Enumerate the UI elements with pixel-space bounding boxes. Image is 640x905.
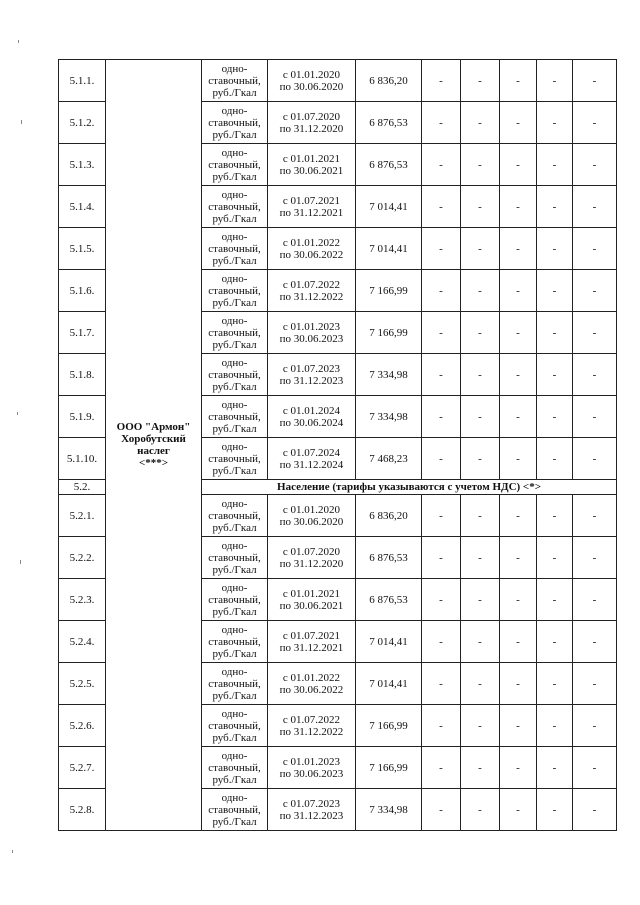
unit-text: ставочный, [208, 551, 261, 564]
tariff-unit [202, 705, 268, 747]
empty-value-dash: - [422, 747, 461, 789]
empty-value-dash: - [461, 228, 500, 270]
tariff-period [268, 747, 356, 789]
empty-value-dash: - [537, 621, 573, 663]
unit-text: руб./Гкал [212, 422, 257, 435]
unit-text: ставочный, [208, 593, 261, 606]
unit-text: ставочный, [208, 452, 261, 465]
empty-value-dash: - [422, 396, 461, 438]
empty-value-dash: - [422, 579, 461, 621]
period-text: по 31.12.2022 [279, 725, 344, 738]
unit-text: одно- [221, 356, 248, 369]
tariff-value: 6 876,53 [356, 537, 422, 579]
unit-text: руб./Гкал [212, 647, 257, 660]
period-text: с 01.01.2023 [282, 320, 341, 333]
section-number: 5.2. [59, 480, 106, 495]
unit-text: руб./Гкал [212, 773, 257, 786]
tariff-period [268, 102, 356, 144]
tariff-period [268, 312, 356, 354]
empty-value-dash: - [500, 270, 537, 312]
empty-value-dash: - [461, 663, 500, 705]
unit-text: одно- [221, 623, 248, 636]
tariff-unit [202, 144, 268, 186]
table-row [59, 60, 617, 102]
empty-value-dash: - [573, 579, 617, 621]
period-text: с 01.07.2023 [282, 797, 341, 810]
unit-text: одно- [221, 707, 248, 720]
empty-value-dash: - [422, 663, 461, 705]
empty-value-dash: - [461, 186, 500, 228]
empty-value-dash: - [461, 144, 500, 186]
tariff-unit [202, 228, 268, 270]
period-text: с 01.07.2020 [282, 110, 341, 123]
tariff-value: 7 166,99 [356, 747, 422, 789]
unit-text: ставочный, [208, 803, 261, 816]
empty-value-dash: - [500, 228, 537, 270]
row-number: 5.1.5. [59, 228, 106, 270]
organization-text: Хоробутский наслег [121, 433, 186, 457]
empty-value-dash: - [573, 705, 617, 747]
empty-value-dash: - [500, 495, 537, 537]
period-text: по 31.12.2024 [279, 458, 344, 471]
row-number: 5.2.5. [59, 663, 106, 705]
empty-value-dash: - [537, 747, 573, 789]
tariff-value: 7 166,99 [356, 312, 422, 354]
empty-value-dash: - [573, 354, 617, 396]
tariff-period [268, 270, 356, 312]
period-text: по 31.12.2023 [279, 809, 344, 822]
empty-value-dash: - [422, 705, 461, 747]
empty-value-dash: - [461, 621, 500, 663]
empty-value-dash: - [573, 396, 617, 438]
empty-value-dash: - [537, 144, 573, 186]
period-text: с 01.07.2020 [282, 545, 341, 558]
empty-value-dash: - [461, 537, 500, 579]
empty-value-dash: - [461, 102, 500, 144]
organization-cell [106, 60, 202, 831]
row-number: 5.1.6. [59, 270, 106, 312]
empty-value-dash: - [573, 270, 617, 312]
unit-text: руб./Гкал [212, 689, 257, 702]
period-text: с 01.01.2021 [282, 587, 341, 600]
empty-value-dash: - [500, 663, 537, 705]
tariff-unit [202, 789, 268, 831]
empty-value-dash: - [573, 747, 617, 789]
period-text: по 31.12.2021 [279, 641, 344, 654]
period-text: с 01.01.2022 [282, 236, 341, 249]
empty-value-dash: - [461, 438, 500, 480]
empty-value-dash: - [500, 621, 537, 663]
empty-value-dash: - [422, 354, 461, 396]
empty-value-dash: - [422, 621, 461, 663]
table-body [59, 60, 617, 831]
empty-value-dash: - [573, 186, 617, 228]
empty-value-dash: - [461, 270, 500, 312]
empty-value-dash: - [500, 438, 537, 480]
empty-value-dash: - [422, 789, 461, 831]
tariff-period [268, 495, 356, 537]
empty-value-dash: - [537, 354, 573, 396]
tariff-period [268, 705, 356, 747]
tariff-unit [202, 270, 268, 312]
empty-value-dash: - [422, 495, 461, 537]
empty-value-dash: - [500, 102, 537, 144]
unit-text: руб./Гкал [212, 521, 257, 534]
row-number: 5.2.8. [59, 789, 106, 831]
unit-text: руб./Гкал [212, 254, 257, 267]
tariff-value: 7 014,41 [356, 663, 422, 705]
row-number: 5.1.2. [59, 102, 106, 144]
period-text: по 31.12.2020 [279, 557, 344, 570]
tariff-value: 7 334,98 [356, 354, 422, 396]
row-number: 5.1.10. [59, 438, 106, 480]
empty-value-dash: - [500, 186, 537, 228]
unit-text: одно- [221, 146, 248, 159]
period-text: с 01.01.2021 [282, 152, 341, 165]
tariff-period [268, 621, 356, 663]
empty-value-dash: - [537, 579, 573, 621]
unit-text: руб./Гкал [212, 380, 257, 393]
empty-value-dash: - [573, 60, 617, 102]
unit-text: одно- [221, 440, 248, 453]
period-text: по 30.06.2023 [279, 767, 344, 780]
row-number: 5.2.3. [59, 579, 106, 621]
period-text: по 30.06.2020 [279, 515, 344, 528]
period-text: по 30.06.2024 [279, 416, 344, 429]
period-text: по 30.06.2022 [279, 683, 344, 696]
tariff-table [58, 59, 617, 831]
tariff-unit [202, 396, 268, 438]
row-number: 5.2.2. [59, 537, 106, 579]
unit-text: одно- [221, 398, 248, 411]
empty-value-dash: - [573, 789, 617, 831]
empty-value-dash: - [422, 186, 461, 228]
unit-text: ставочный, [208, 719, 261, 732]
unit-text: ставочный, [208, 410, 261, 423]
row-number: 5.2.1. [59, 495, 106, 537]
unit-text: ставочный, [208, 509, 261, 522]
tariff-period [268, 663, 356, 705]
unit-text: руб./Гкал [212, 338, 257, 351]
empty-value-dash: - [461, 705, 500, 747]
unit-text: одно- [221, 665, 248, 678]
unit-text: руб./Гкал [212, 212, 257, 225]
row-number: 5.1.4. [59, 186, 106, 228]
tariff-period [268, 144, 356, 186]
empty-value-dash: - [537, 102, 573, 144]
empty-value-dash: - [500, 396, 537, 438]
period-text: с 01.07.2022 [282, 713, 341, 726]
unit-text: одно- [221, 791, 248, 804]
period-text: по 30.06.2021 [279, 599, 344, 612]
empty-value-dash: - [500, 60, 537, 102]
row-number: 5.2.4. [59, 621, 106, 663]
empty-value-dash: - [461, 60, 500, 102]
empty-value-dash: - [461, 579, 500, 621]
unit-text: руб./Гкал [212, 731, 257, 744]
period-text: с 01.07.2021 [282, 194, 341, 207]
unit-text: ставочный, [208, 284, 261, 297]
empty-value-dash: - [537, 663, 573, 705]
organization-text: <***> [138, 457, 169, 469]
unit-text: руб./Гкал [212, 815, 257, 828]
unit-text: ставочный, [208, 635, 261, 648]
empty-value-dash: - [422, 537, 461, 579]
empty-value-dash: - [537, 495, 573, 537]
empty-value-dash: - [537, 789, 573, 831]
section-title: Население (тарифы указываются с учетом НДС) <*> [202, 480, 617, 495]
empty-value-dash: - [573, 495, 617, 537]
tariff-period [268, 537, 356, 579]
unit-text: руб./Гкал [212, 296, 257, 309]
period-text: с 01.01.2024 [282, 404, 341, 417]
unit-text: ставочный, [208, 677, 261, 690]
tariff-unit [202, 495, 268, 537]
row-number: 5.1.7. [59, 312, 106, 354]
unit-text: ставочный, [208, 200, 261, 213]
tariff-period [268, 228, 356, 270]
tariff-unit [202, 747, 268, 789]
empty-value-dash: - [500, 789, 537, 831]
unit-text: одно- [221, 497, 248, 510]
unit-text: одно- [221, 104, 248, 117]
unit-text: руб./Гкал [212, 128, 257, 141]
unit-text: одно- [221, 272, 248, 285]
tariff-period [268, 186, 356, 228]
empty-value-dash: - [422, 102, 461, 144]
row-number: 5.1.1. [59, 60, 106, 102]
period-text: с 01.01.2022 [282, 671, 341, 684]
period-text: с 01.01.2020 [282, 68, 341, 81]
unit-text: ставочный, [208, 242, 261, 255]
empty-value-dash: - [500, 705, 537, 747]
tariff-value: 6 876,53 [356, 102, 422, 144]
empty-value-dash: - [422, 312, 461, 354]
tariff-unit [202, 354, 268, 396]
unit-text: руб./Гкал [212, 563, 257, 576]
empty-value-dash: - [537, 537, 573, 579]
period-text: с 01.07.2023 [282, 362, 341, 375]
empty-value-dash: - [537, 228, 573, 270]
period-text: с 01.07.2021 [282, 629, 341, 642]
unit-text: руб./Гкал [212, 170, 257, 183]
tariff-unit [202, 102, 268, 144]
unit-text: ставочный, [208, 74, 261, 87]
unit-text: ставочный, [208, 158, 261, 171]
tariff-period [268, 438, 356, 480]
tariff-unit [202, 621, 268, 663]
tariff-unit [202, 579, 268, 621]
period-text: по 30.06.2020 [279, 80, 344, 93]
period-text: по 30.06.2023 [279, 332, 344, 345]
unit-text: одно- [221, 230, 248, 243]
tariff-unit [202, 438, 268, 480]
tariff-period [268, 354, 356, 396]
empty-value-dash: - [573, 144, 617, 186]
tariff-period [268, 789, 356, 831]
row-number: 5.2.6. [59, 705, 106, 747]
empty-value-dash: - [537, 312, 573, 354]
tariff-unit [202, 312, 268, 354]
period-text: с 01.07.2022 [282, 278, 341, 291]
empty-value-dash: - [537, 438, 573, 480]
empty-value-dash: - [500, 537, 537, 579]
tariff-value: 6 876,53 [356, 144, 422, 186]
empty-value-dash: - [500, 747, 537, 789]
tariff-value: 7 166,99 [356, 705, 422, 747]
empty-value-dash: - [537, 705, 573, 747]
period-text: с 01.01.2020 [282, 503, 341, 516]
empty-value-dash: - [422, 438, 461, 480]
unit-text: одно- [221, 62, 248, 75]
tariff-value: 7 334,98 [356, 396, 422, 438]
tariff-value: 6 836,20 [356, 495, 422, 537]
empty-value-dash: - [422, 228, 461, 270]
unit-text: одно- [221, 314, 248, 327]
unit-text: руб./Гкал [212, 86, 257, 99]
empty-value-dash: - [537, 270, 573, 312]
empty-value-dash: - [573, 537, 617, 579]
empty-value-dash: - [573, 438, 617, 480]
empty-value-dash: - [573, 621, 617, 663]
period-text: по 31.12.2022 [279, 290, 344, 303]
empty-value-dash: - [537, 186, 573, 228]
tariff-unit [202, 663, 268, 705]
unit-text: одно- [221, 581, 248, 594]
tariff-value: 7 334,98 [356, 789, 422, 831]
period-text: по 31.12.2021 [279, 206, 344, 219]
tariff-value: 6 836,20 [356, 60, 422, 102]
unit-text: одно- [221, 749, 248, 762]
empty-value-dash: - [573, 312, 617, 354]
empty-value-dash: - [573, 228, 617, 270]
unit-text: ставочный, [208, 116, 261, 129]
tariff-unit [202, 537, 268, 579]
tariff-period [268, 579, 356, 621]
empty-value-dash: - [461, 354, 500, 396]
row-number: 5.1.3. [59, 144, 106, 186]
unit-text: ставочный, [208, 368, 261, 381]
organization-text: ООО "Армон" [116, 421, 191, 433]
empty-value-dash: - [537, 60, 573, 102]
tariff-value: 7 166,99 [356, 270, 422, 312]
row-number: 5.2.7. [59, 747, 106, 789]
empty-value-dash: - [500, 144, 537, 186]
empty-value-dash: - [422, 270, 461, 312]
empty-value-dash: - [461, 495, 500, 537]
period-text: с 01.07.2024 [282, 446, 341, 459]
empty-value-dash: - [461, 747, 500, 789]
row-number: 5.1.9. [59, 396, 106, 438]
empty-value-dash: - [500, 579, 537, 621]
empty-value-dash: - [573, 102, 617, 144]
period-text: с 01.01.2023 [282, 755, 341, 768]
tariff-value: 7 468,23 [356, 438, 422, 480]
row-number: 5.1.8. [59, 354, 106, 396]
period-text: по 31.12.2020 [279, 122, 344, 135]
tariff-unit [202, 186, 268, 228]
empty-value-dash: - [422, 60, 461, 102]
tariff-value: 7 014,41 [356, 621, 422, 663]
unit-text: ставочный, [208, 326, 261, 339]
tariff-value: 7 014,41 [356, 186, 422, 228]
empty-value-dash: - [461, 789, 500, 831]
tariff-value: 6 876,53 [356, 579, 422, 621]
empty-value-dash: - [461, 396, 500, 438]
tariff-period [268, 60, 356, 102]
unit-text: одно- [221, 539, 248, 552]
period-text: по 31.12.2023 [279, 374, 344, 387]
tariff-unit [202, 60, 268, 102]
tariff-period [268, 396, 356, 438]
empty-value-dash: - [461, 312, 500, 354]
tariff-value: 7 014,41 [356, 228, 422, 270]
empty-value-dash: - [422, 144, 461, 186]
unit-text: одно- [221, 188, 248, 201]
unit-text: руб./Гкал [212, 464, 257, 477]
empty-value-dash: - [500, 354, 537, 396]
period-text: по 30.06.2021 [279, 164, 344, 177]
empty-value-dash: - [573, 663, 617, 705]
empty-value-dash: - [500, 312, 537, 354]
period-text: по 30.06.2022 [279, 248, 344, 261]
empty-value-dash: - [537, 396, 573, 438]
unit-text: руб./Гкал [212, 605, 257, 618]
unit-text: ставочный, [208, 761, 261, 774]
